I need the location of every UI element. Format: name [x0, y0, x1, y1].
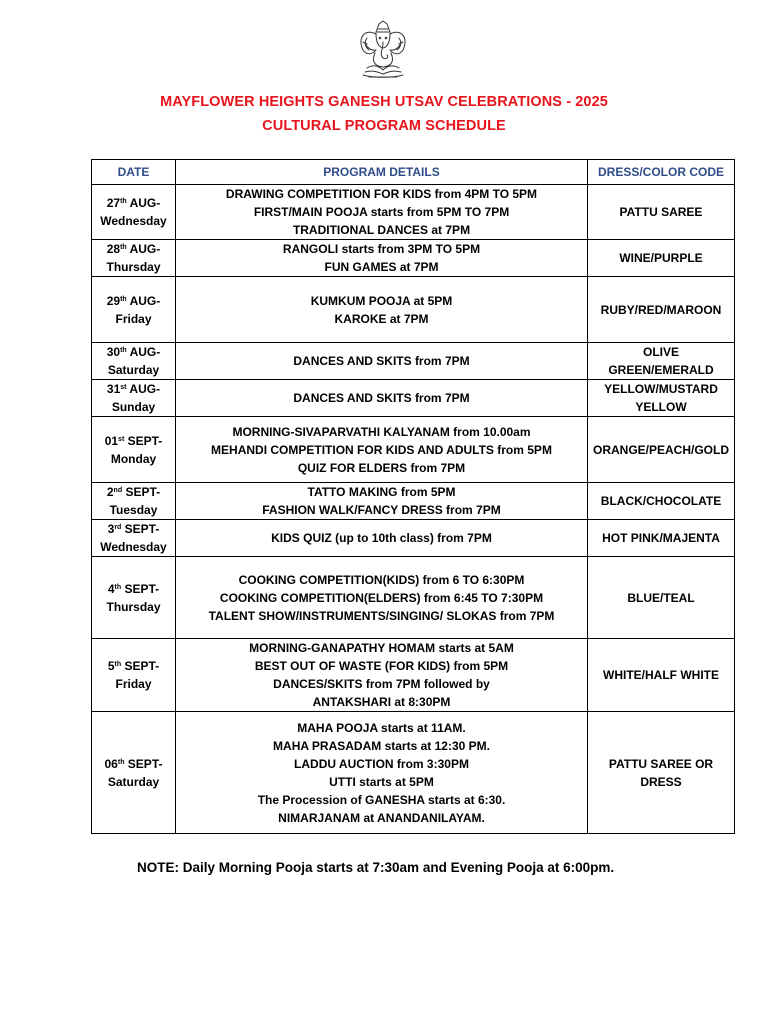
- program-line: FUN GAMES at 7PM: [324, 260, 439, 274]
- date-day: [95, 292, 172, 310]
- day-suffix: th: [114, 661, 122, 668]
- month: SEPT-: [122, 485, 161, 499]
- program-cell: [176, 277, 588, 343]
- dress-code-cell: [588, 712, 735, 834]
- program-line: TATTO MAKING from 5PM: [307, 485, 456, 499]
- month: SEPT-: [124, 433, 163, 448]
- month: AUG-: [126, 293, 161, 308]
- dress-code-line: HOT PINK/MAJENTA: [602, 531, 720, 545]
- program-line: TRADITIONAL DANCES at 7PM: [292, 223, 471, 237]
- program-line: MORNING-GANAPATHY HOMAM starts at 5AM: [249, 641, 514, 655]
- table-row: [92, 712, 735, 834]
- table-header-row: [92, 160, 735, 185]
- program-cell: [176, 380, 588, 417]
- date-cell: [92, 240, 176, 277]
- dress-code-line: WINE/PURPLE: [619, 251, 703, 265]
- table-row: [92, 185, 735, 240]
- program-line: MAHA POOJA starts at 11AM.: [297, 720, 466, 735]
- date-cell: [92, 185, 176, 240]
- program-line: KIDS QUIZ (up to 10th class) from 7PM: [271, 531, 492, 545]
- day-number: 06: [104, 756, 118, 771]
- date-day: [95, 194, 172, 212]
- weekday: Friday: [115, 677, 152, 691]
- program-line: RANGOLI starts from 3PM TO 5PM: [282, 242, 481, 256]
- day-number: 30: [106, 345, 121, 359]
- day-suffix: th: [120, 295, 127, 303]
- month: AUG-: [126, 382, 161, 396]
- dress-code-cell: [588, 483, 735, 520]
- date-cell: [92, 639, 176, 712]
- day-suffix: th: [120, 198, 127, 205]
- day-suffix: th: [114, 583, 122, 591]
- program-line: COOKING COMPETITION(KIDS) from 6 TO 6:30PM: [238, 572, 525, 587]
- program-line: MAHA PRASADAM starts at 12:30 PM.: [273, 738, 490, 753]
- program-line: KUMKUM POOJA at 5PM: [310, 293, 453, 308]
- date-cell: [92, 277, 176, 343]
- table-row: [92, 520, 735, 557]
- date-cell: [92, 520, 176, 557]
- date-day: [95, 520, 172, 538]
- column-header-date: DATE: [92, 160, 176, 185]
- month: AUG-: [126, 242, 161, 256]
- month: SEPT-: [121, 659, 160, 673]
- dress-code-cell: [588, 240, 735, 277]
- program-line: DRAWING COMPETITION FOR KIDS from 4PM TO 5PM: [225, 187, 538, 201]
- dress-code-cell: [588, 520, 735, 557]
- dress-code-cell: [588, 417, 735, 483]
- month: AUG-: [126, 196, 161, 210]
- dress-code-line: ORANGE/PEACH/GOLD: [592, 442, 729, 457]
- program-cell: [176, 185, 588, 240]
- program-line: KAROKE at 7PM: [334, 311, 429, 326]
- day-number: 27: [106, 196, 121, 210]
- day-suffix: st: [120, 384, 127, 391]
- program-line: QUIZ FOR ELDERS from 7PM: [297, 460, 466, 475]
- column-header-dress: DRESS/COLOR CODE: [588, 160, 735, 185]
- dress-code-line: BLACK/CHOCOLATE: [600, 494, 722, 508]
- program-cell: [176, 557, 588, 639]
- program-line: FIRST/MAIN POOJA starts from 5PM TO 7PM: [253, 205, 510, 219]
- date-day: [95, 380, 172, 398]
- day-number: 28: [106, 242, 121, 256]
- weekday: Thursday: [106, 260, 161, 274]
- dress-code-line: BLUE/TEAL: [627, 590, 695, 605]
- table-row: [92, 639, 735, 712]
- day-suffix: rd: [114, 524, 122, 531]
- dress-code-line: RUBY/RED/MAROON: [600, 302, 722, 317]
- weekday: Friday: [115, 311, 152, 326]
- column-header-program: PROGRAM DETAILS: [176, 160, 588, 185]
- day-number: 01: [104, 433, 119, 448]
- program-line: LADDU AUCTION from 3:30PM: [294, 756, 469, 771]
- date-cell: [92, 343, 176, 380]
- dress-code-line: YELLOW: [635, 400, 687, 414]
- program-line: UTTI starts at 5PM: [329, 774, 434, 789]
- program-line: ANTAKSHARI at 8:30PM: [312, 695, 451, 709]
- day-suffix: nd: [113, 487, 123, 494]
- dress-code-cell: [588, 639, 735, 712]
- day-suffix: th: [117, 758, 125, 766]
- dress-code-line: PATTU SAREE OR: [608, 756, 714, 771]
- program-line: NIMARJANAM at ANANDANILAYAM.: [278, 810, 485, 825]
- month: SEPT-: [124, 756, 163, 771]
- date-cell: [92, 712, 176, 834]
- weekday: Saturday: [107, 774, 160, 789]
- date-day: [95, 432, 172, 450]
- program-line: The Procession of GANESHA starts at 6:30.: [257, 792, 506, 807]
- day-number: 2: [106, 485, 114, 499]
- date-day: [95, 343, 172, 361]
- date-day: [95, 580, 172, 598]
- date-cell: [92, 557, 176, 639]
- weekday: Wednesday: [100, 540, 167, 554]
- table-row: [92, 343, 735, 380]
- dress-code-line: PATTU SAREE: [619, 205, 703, 219]
- weekday: Monday: [110, 451, 157, 466]
- program-cell: [176, 712, 588, 834]
- day-number: 3: [107, 522, 115, 536]
- table-row: [92, 483, 735, 520]
- program-cell: [176, 343, 588, 380]
- dress-code-line: YELLOW/MUSTARD: [604, 382, 718, 396]
- program-cell: [176, 417, 588, 483]
- program-cell: [176, 639, 588, 712]
- dress-code-cell: [588, 277, 735, 343]
- dress-code-cell: [588, 185, 735, 240]
- dress-code-cell: [588, 343, 735, 380]
- date-day: [95, 755, 172, 773]
- dress-code-line: OLIVE: [642, 345, 679, 359]
- program-line: DANCES/SKITS from 7PM followed by: [273, 677, 490, 691]
- date-day: [95, 240, 172, 258]
- program-line: DANCES AND SKITS from 7PM: [293, 391, 470, 405]
- table-row: [92, 277, 735, 343]
- weekday: Sunday: [111, 400, 156, 414]
- page-title: MAYFLOWER HEIGHTS GANESH UTSAV CELEBRATIONS - 2025: [160, 94, 608, 110]
- day-suffix: th: [120, 347, 127, 354]
- date-cell: [92, 380, 176, 417]
- schedule-table: [91, 159, 735, 834]
- table-row: [92, 557, 735, 639]
- day-number: 4: [107, 581, 115, 596]
- schedule-body: [92, 185, 735, 834]
- ganesha-icon: [343, 20, 423, 80]
- program-line: MEHANDI COMPETITION FOR KIDS AND ADULTS from 5PM: [211, 442, 552, 457]
- day-number: 31: [106, 382, 121, 396]
- day-suffix: st: [118, 435, 125, 443]
- month: AUG-: [126, 345, 161, 359]
- dress-code-line: DRESS: [640, 774, 682, 789]
- weekday: Thursday: [106, 599, 161, 614]
- date-day: [95, 657, 172, 675]
- program-line: TALENT SHOW/INSTRUMENTS/SINGING/ SLOKAS from 7PM: [208, 608, 555, 623]
- weekday: Tuesday: [109, 503, 158, 517]
- day-suffix: th: [120, 244, 127, 251]
- table-row: [92, 417, 735, 483]
- program-cell: [176, 240, 588, 277]
- date-cell: [92, 483, 176, 520]
- month: SEPT-: [121, 522, 160, 536]
- program-line: FASHION WALK/FANCY DRESS from 7PM: [262, 503, 501, 517]
- date-day: [95, 483, 172, 501]
- day-number: 5: [107, 659, 115, 673]
- date-cell: [92, 417, 176, 483]
- page-subtitle: CULTURAL PROGRAM SCHEDULE: [262, 118, 506, 134]
- program-line: MORNING-SIVAPARVATHI KALYANAM from 10.00am: [232, 424, 531, 439]
- weekday: Saturday: [107, 363, 160, 377]
- dress-code-cell: [588, 380, 735, 417]
- program-line: COOKING COMPETITION(ELDERS) from 6:45 TO 7:30PM: [219, 590, 544, 605]
- day-number: 29: [106, 293, 121, 308]
- dress-code-line: GREEN/EMERALD: [608, 363, 714, 377]
- dress-code-cell: [588, 557, 735, 639]
- month: SEPT-: [121, 581, 160, 596]
- dress-code-line: WHITE/HALF WHITE: [603, 668, 719, 682]
- program-cell: [176, 483, 588, 520]
- table-row: [92, 380, 735, 417]
- program-line: DANCES AND SKITS from 7PM: [293, 354, 470, 368]
- table-row: [92, 240, 735, 277]
- weekday: Wednesday: [100, 214, 167, 228]
- footer-note: NOTE: Daily Morning Pooja starts at 7:30am and Evening Pooja at 6:00pm.: [137, 860, 615, 875]
- program-cell: [176, 520, 588, 557]
- program-line: BEST OUT OF WASTE (FOR KIDS) from 5PM: [254, 659, 509, 673]
